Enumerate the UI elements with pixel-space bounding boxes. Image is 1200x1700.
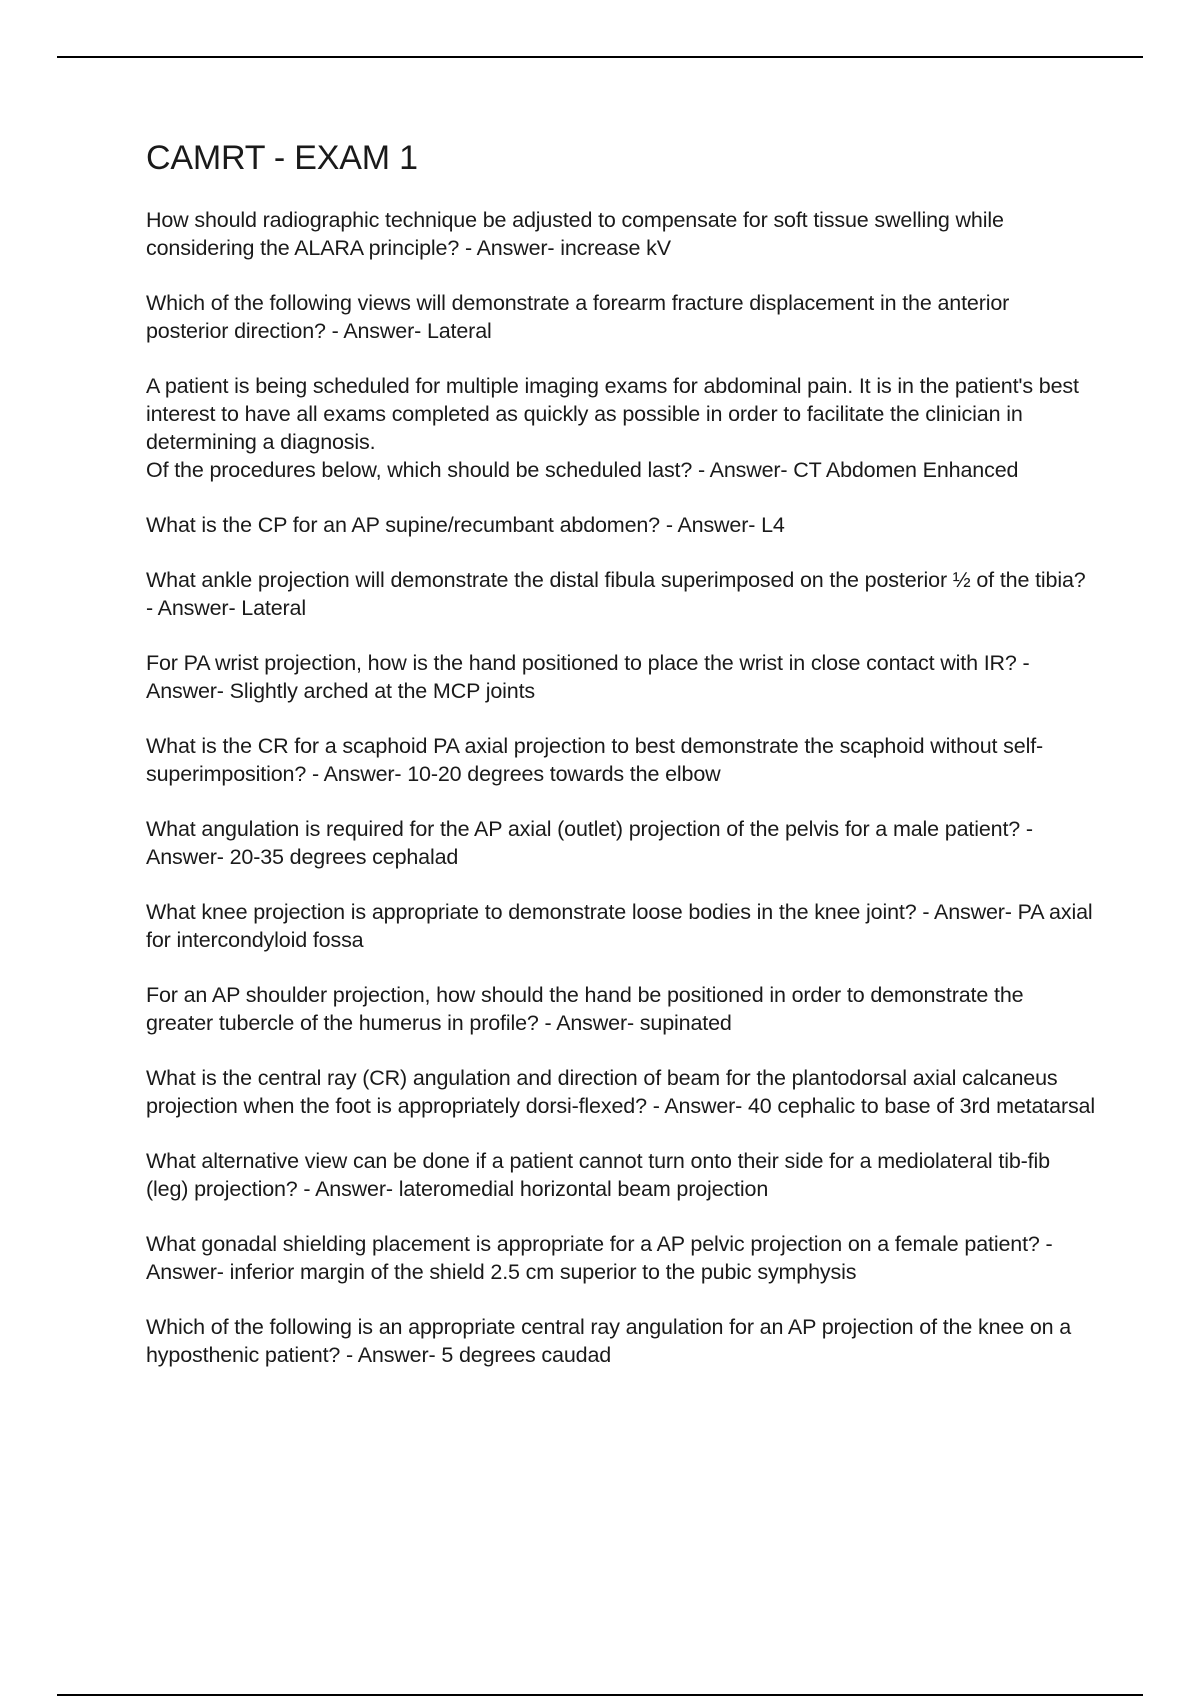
question-item: What is the CR for a scaphoid PA axial projection to best demonstrate the scaphoid without self-superimposition? - Answer- 10-20 degrees towards the elbow [146, 733, 1044, 786]
question-item: What knee projection is appropriate to demonstrate loose bodies in the knee joint? - Answer- PA axial for intercondyloid fossa [146, 899, 1099, 952]
question-item: For PA wrist projection, how is the hand positioned to place the wrist in close contact with IR? - Answer- Slightly arched at the MCP joints [146, 650, 1035, 703]
question-item: What gonadal shielding placement is appropriate for a AP pelvic projection on a female patient? - Answer- inferior margin of the shield 2.5 cm superior to the pubic symphysis [146, 1231, 1058, 1284]
document-body [146, 138, 1099, 1396]
question-item: What angulation is required for the AP axial (outlet) projection of the pelvis for a male patient? - Answer- 20-35 degrees cephalad [146, 816, 1038, 869]
question-list [146, 206, 1099, 1369]
top-divider [57, 56, 1143, 58]
question-item: How should radiographic technique be adjusted to compensate for soft tissue swelling while considering the ALARA principle? - Answer- increase kV [146, 207, 1010, 260]
question-item: Which of the following views will demonstrate a forearm fracture displacement in the anterior posterior direction? - Answer- Lateral [146, 290, 1015, 343]
question-item: A patient is being scheduled for multiple imaging exams for abdominal pain. It is in the patient's best interest to have all exams completed as quickly as possible in order to facilitate the clinician in determining a diagnosis. Of the procedures below, which should be scheduled last? - Answer- CT Abdomen Enhanced [146, 373, 1079, 482]
question-item: For an AP shoulder projection, how should the hand be positioned in order to demonstrate the greater tubercle of the humerus in profile? - Answer- supinated [146, 982, 1030, 1035]
question-item: What is the central ray (CR) angulation and direction of beam for the plantodorsal axial calcaneus projection when the foot is appropriately dorsi-flexed? - Answer- 40 cephalic to base of 3rd metatarsal [146, 1065, 1095, 1118]
question-item: Which of the following is an appropriate central ray angulation for an AP projection of the knee on a hyposthenic patient? - Answer- 5 degrees caudad [146, 1314, 1077, 1367]
question-item: What ankle projection will demonstrate the distal fibula superimposed on the posterior ½ of the tibia? - Answer- Lateral [146, 567, 1092, 620]
page-title: CAMRT - EXAM 1 [146, 139, 418, 177]
question-item: What is the CP for an AP supine/recumbant abdomen? - Answer- L4 [146, 512, 785, 537]
bottom-divider [57, 1694, 1143, 1696]
question-item: What alternative view can be done if a patient cannot turn onto their side for a mediolateral tib-fib (leg) projection? - Answer- lateromedial horizontal beam projection [146, 1148, 1056, 1201]
